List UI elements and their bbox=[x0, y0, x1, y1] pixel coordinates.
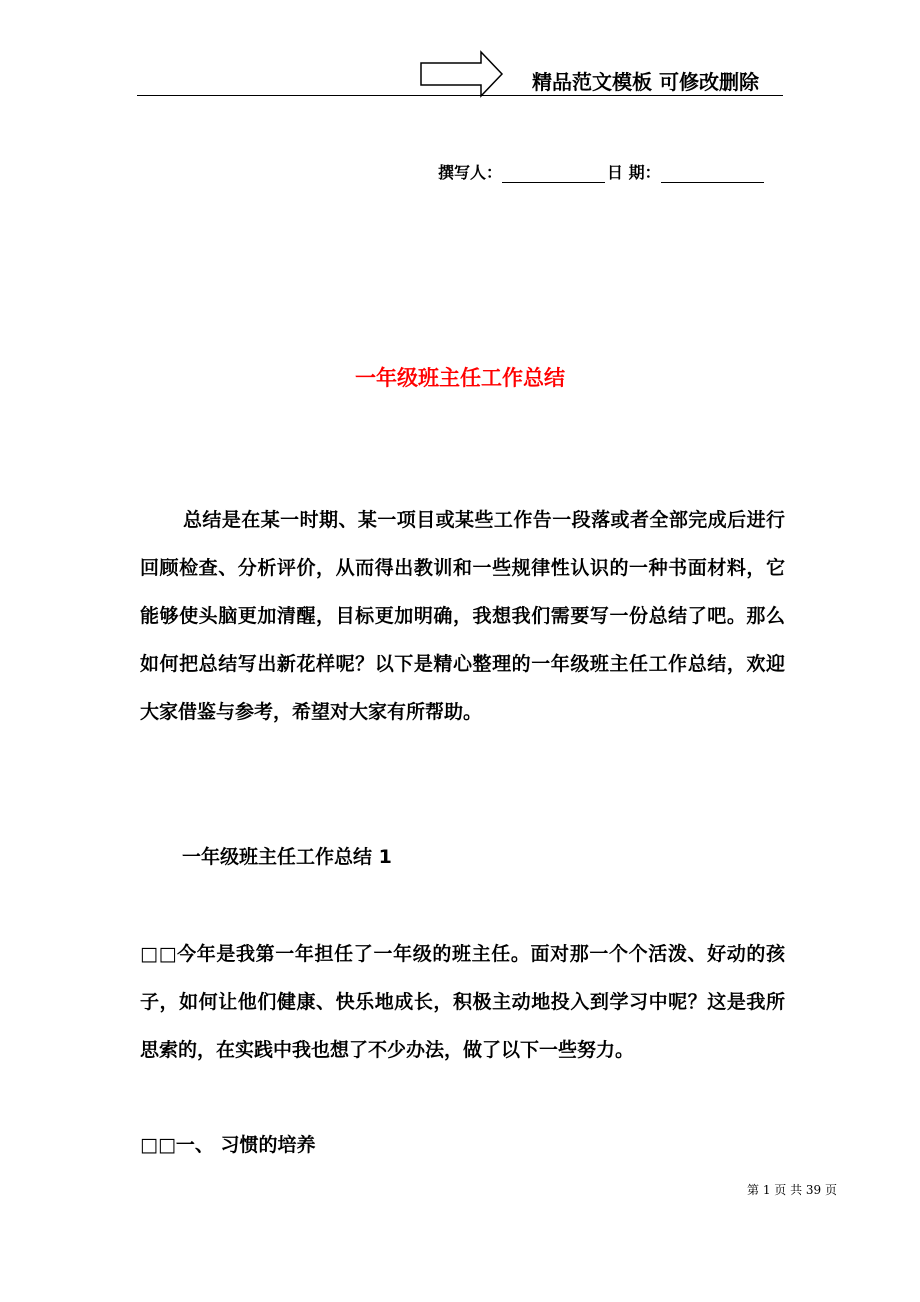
header-template-note: 精品范文模板 可修改删除 bbox=[532, 70, 759, 94]
header-divider bbox=[137, 95, 783, 96]
section-heading-habits: □□一、 习惯的培养 bbox=[140, 1134, 316, 1156]
page-number-footer: 第 1 页 共 39 页 bbox=[747, 1183, 837, 1197]
body-paragraph: □□今年是我第一年担任了一年级的班主任。面对那一个个活泼、好动的孩子，如何让他们健康、快乐地成长，积极主动地投入到学习中呢？这是我所思索的，在实践中我也想了不少办法，做了以下一些努力。 bbox=[140, 943, 785, 1061]
date-blank-line bbox=[661, 162, 764, 183]
document-title: 一年级班主任工作总结 bbox=[355, 366, 565, 390]
intro-paragraph: 总结是在某一时期、某一项目或某些工作告一段落或者全部完成后进行回顾检查、分析评价，从而得出教训和一些规律性认识的一种书面材料，它能够使头脑更加清醒，目标更加明确，我想我们需要写一份总结了吧。那么如何把总结写出新花样呢？以下是精心整理的一年级班主任工作总结，欢迎大家借鉴与参考，希望对大家有所帮助。 bbox=[140, 509, 785, 723]
author-blank-line bbox=[502, 162, 605, 183]
section-subheading: 一年级班主任工作总结 1 bbox=[182, 846, 392, 868]
author-label: 撰写人： bbox=[438, 163, 503, 182]
date-label: 日 期： bbox=[607, 163, 661, 182]
author-date-row bbox=[438, 160, 764, 183]
